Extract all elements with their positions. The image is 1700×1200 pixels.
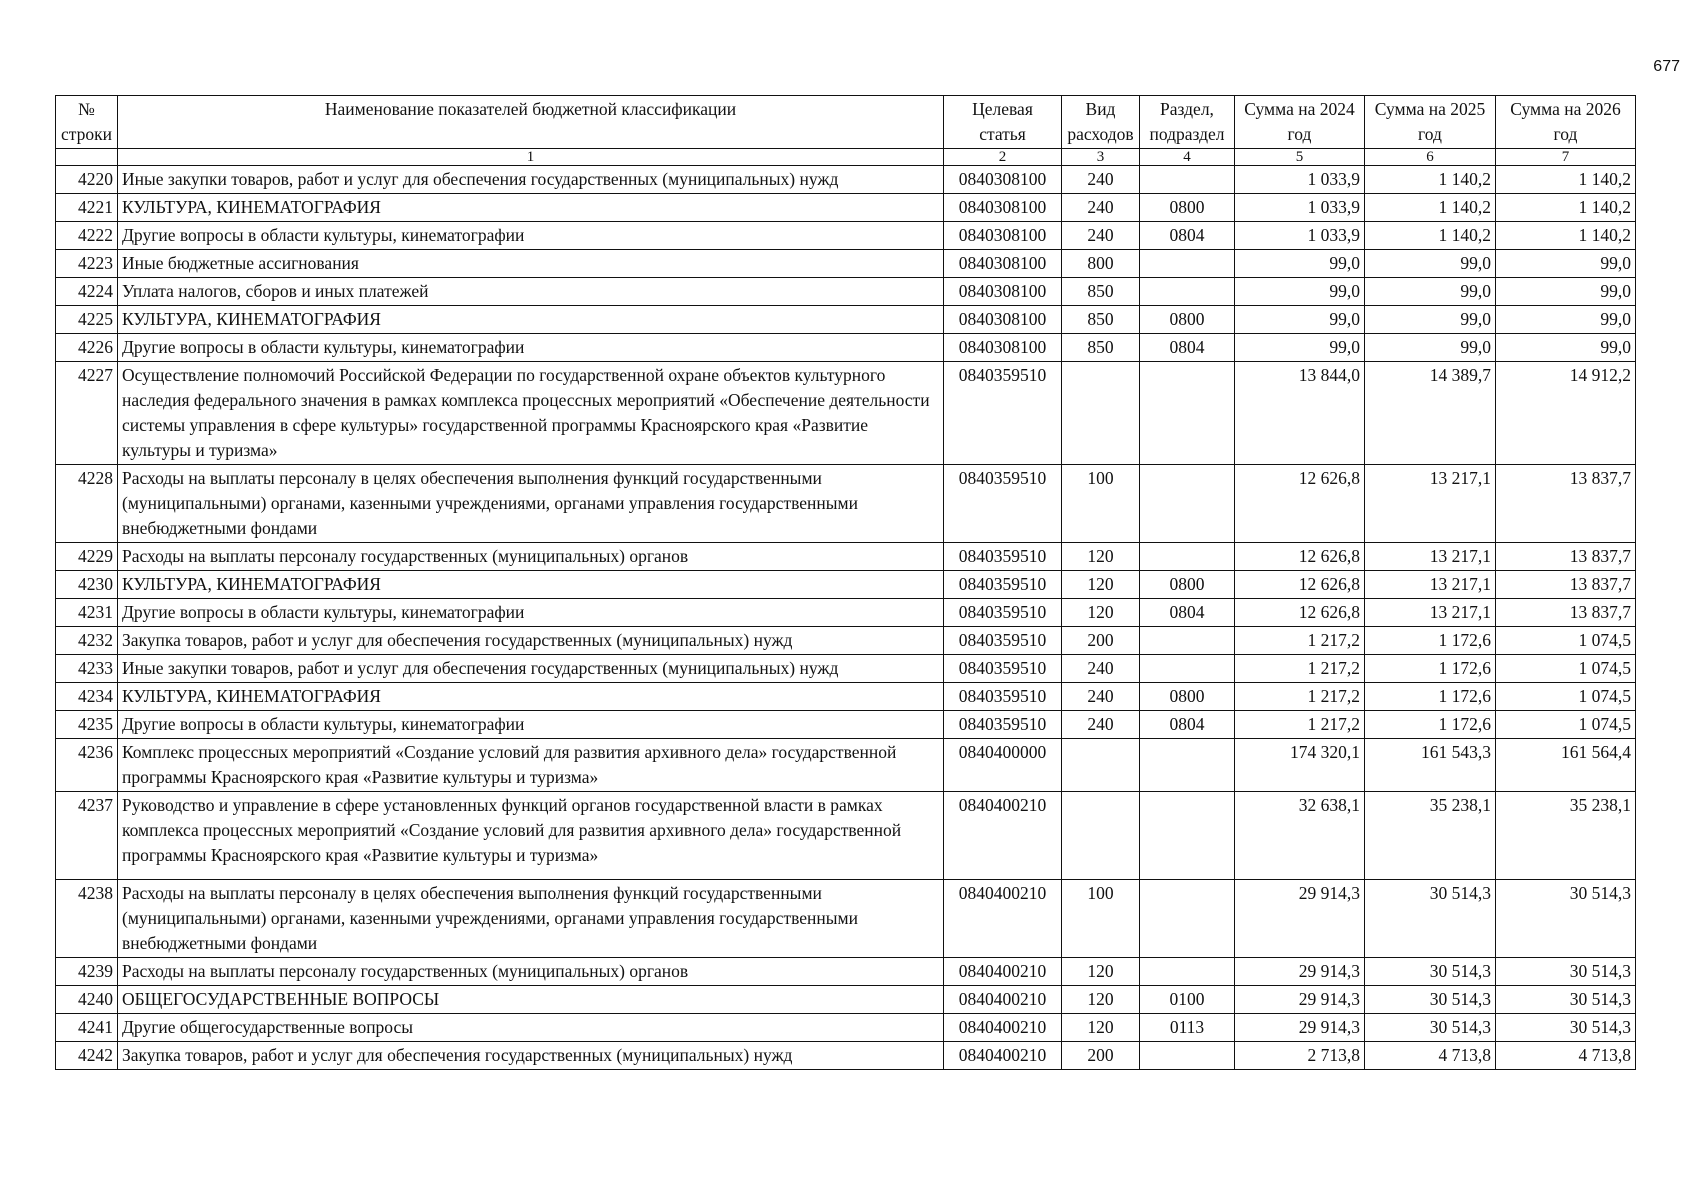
row-number-cell: 4239: [56, 958, 118, 986]
table-row: [56, 1042, 1636, 1070]
target-article-cell: 0840359510: [944, 683, 1062, 711]
sum-2026-cell: 13 837,7: [1496, 543, 1636, 571]
header-expense-type: Вид расходов: [1062, 96, 1140, 149]
indicator-name-cell: Руководство и управление в сфере установленных функций органов государственной власти в рамках комплекса процессных мероприятий «Создание условий для развития архивного дела» государственной программы Красноярского края «Развитие культуры и туризма»: [118, 792, 944, 880]
section-cell: 0804: [1140, 599, 1235, 627]
expense-type-cell: 120: [1062, 1014, 1140, 1042]
sum-2024-cell: 29 914,3: [1235, 986, 1365, 1014]
indicator-name-cell: Другие вопросы в области культуры, кинематографии: [118, 599, 944, 627]
budget-table: [55, 95, 1636, 1070]
sum-2025-cell: 13 217,1: [1365, 465, 1496, 543]
sum-2024-cell: 174 320,1: [1235, 739, 1365, 792]
sum-2026-cell: 1 074,5: [1496, 711, 1636, 739]
expense-type-cell: 850: [1062, 334, 1140, 362]
sum-2024-cell: 99,0: [1235, 306, 1365, 334]
section-cell: 0800: [1140, 194, 1235, 222]
sum-2026-cell: 1 140,2: [1496, 166, 1636, 194]
sum-2025-cell: 161 543,3: [1365, 739, 1496, 792]
indicator-name-cell: КУЛЬТУРА, КИНЕМАТОГРАФИЯ: [118, 683, 944, 711]
row-number-cell: 4242: [56, 1042, 118, 1070]
indicator-name-cell: Другие вопросы в области культуры, кинематографии: [118, 711, 944, 739]
row-number-cell: 4234: [56, 683, 118, 711]
target-article-cell: 0840359510: [944, 465, 1062, 543]
sum-2026-cell: 13 837,7: [1496, 465, 1636, 543]
sum-2024-cell: 12 626,8: [1235, 571, 1365, 599]
section-cell: 0113: [1140, 1014, 1235, 1042]
indicator-name-cell: Иные бюджетные ассигнования: [118, 250, 944, 278]
target-article-cell: 0840308100: [944, 306, 1062, 334]
header-sum-2024: Сумма на 2024 год: [1235, 96, 1365, 149]
section-cell: [1140, 655, 1235, 683]
indicator-name-cell: Другие вопросы в области культуры, кинематографии: [118, 334, 944, 362]
expense-type-cell: 200: [1062, 1042, 1140, 1070]
row-number-cell: 4241: [56, 1014, 118, 1042]
sum-2024-cell: 99,0: [1235, 250, 1365, 278]
target-article-cell: 0840359510: [944, 711, 1062, 739]
section-cell: 0804: [1140, 222, 1235, 250]
row-number-cell: 4233: [56, 655, 118, 683]
target-article-cell: 0840400210: [944, 1042, 1062, 1070]
target-article-cell: 0840308100: [944, 334, 1062, 362]
header-sum-2025: Сумма на 2025 год: [1365, 96, 1496, 149]
indicator-name-cell: Закупка товаров, работ и услуг для обеспечения государственных (муниципальных) нужд: [118, 1042, 944, 1070]
sum-2026-cell: 1 074,5: [1496, 683, 1636, 711]
section-cell: [1140, 1042, 1235, 1070]
section-cell: [1140, 880, 1235, 958]
indicator-name-cell: КУЛЬТУРА, КИНЕМАТОГРАФИЯ: [118, 194, 944, 222]
sum-2025-cell: 99,0: [1365, 250, 1496, 278]
row-number-cell: 4240: [56, 986, 118, 1014]
sum-2025-cell: 14 389,7: [1365, 362, 1496, 465]
target-article-cell: 0840308100: [944, 278, 1062, 306]
expense-type-cell: 120: [1062, 543, 1140, 571]
sum-2024-cell: 1 033,9: [1235, 194, 1365, 222]
row-number-cell: 4223: [56, 250, 118, 278]
target-article-cell: 0840359510: [944, 543, 1062, 571]
table-row: [56, 306, 1636, 334]
target-article-cell: 0840359510: [944, 362, 1062, 465]
sum-2026-cell: 30 514,3: [1496, 986, 1636, 1014]
sum-2025-cell: 1 172,6: [1365, 655, 1496, 683]
row-number-cell: 4221: [56, 194, 118, 222]
expense-type-cell: 120: [1062, 599, 1140, 627]
table-row: [56, 655, 1636, 683]
table-row: [56, 543, 1636, 571]
table-row: [56, 711, 1636, 739]
section-cell: [1140, 250, 1235, 278]
expense-type-cell: 240: [1062, 222, 1140, 250]
expense-type-cell: [1062, 792, 1140, 880]
page-number: 677: [1653, 58, 1680, 75]
sum-2024-cell: 32 638,1: [1235, 792, 1365, 880]
sum-2026-cell: 1 074,5: [1496, 655, 1636, 683]
expense-type-cell: 240: [1062, 194, 1140, 222]
column-number: 7: [1496, 149, 1636, 166]
sum-2024-cell: 1 217,2: [1235, 655, 1365, 683]
sum-2026-cell: 99,0: [1496, 250, 1636, 278]
column-number: 3: [1062, 149, 1140, 166]
sum-2024-cell: 1 033,9: [1235, 222, 1365, 250]
table-row: [56, 222, 1636, 250]
sum-2026-cell: 161 564,4: [1496, 739, 1636, 792]
expense-type-cell: 800: [1062, 250, 1140, 278]
indicator-name-cell: ОБЩЕГОСУДАРСТВЕННЫЕ ВОПРОСЫ: [118, 986, 944, 1014]
expense-type-cell: [1062, 362, 1140, 465]
sum-2026-cell: 1 074,5: [1496, 627, 1636, 655]
table-row: [56, 683, 1636, 711]
sum-2026-cell: 4 713,8: [1496, 1042, 1636, 1070]
target-article-cell: 0840359510: [944, 655, 1062, 683]
indicator-name-cell: Осуществление полномочий Российской Федерации по государственной охране объектов культурного наследия федерального значения в рамках комплекса процессных мероприятий «Обеспечение деятельности системы управления в сфере культуры» государственной программы Красноярского края «Развитие культуры и туризма»: [118, 362, 944, 465]
sum-2024-cell: 1 217,2: [1235, 627, 1365, 655]
column-number: 6: [1365, 149, 1496, 166]
section-cell: 0800: [1140, 306, 1235, 334]
row-number-cell: 4226: [56, 334, 118, 362]
sum-2025-cell: 1 172,6: [1365, 711, 1496, 739]
table-row: [56, 465, 1636, 543]
row-number-cell: 4227: [56, 362, 118, 465]
column-number: [56, 149, 118, 166]
table-row: [56, 362, 1636, 465]
sum-2024-cell: 12 626,8: [1235, 465, 1365, 543]
expense-type-cell: 240: [1062, 166, 1140, 194]
indicator-name-cell: Иные закупки товаров, работ и услуг для обеспечения государственных (муниципальных) нужд: [118, 655, 944, 683]
expense-type-cell: [1062, 739, 1140, 792]
sum-2025-cell: 13 217,1: [1365, 571, 1496, 599]
table-row: [56, 166, 1636, 194]
expense-type-cell: 240: [1062, 655, 1140, 683]
table-row: [56, 194, 1636, 222]
sum-2025-cell: 13 217,1: [1365, 543, 1496, 571]
target-article-cell: 0840308100: [944, 222, 1062, 250]
sum-2024-cell: 29 914,3: [1235, 880, 1365, 958]
row-number-cell: 4229: [56, 543, 118, 571]
sum-2024-cell: 13 844,0: [1235, 362, 1365, 465]
section-cell: [1140, 362, 1235, 465]
expense-type-cell: 120: [1062, 986, 1140, 1014]
sum-2024-cell: 29 914,3: [1235, 1014, 1365, 1042]
section-cell: [1140, 543, 1235, 571]
sum-2025-cell: 1 172,6: [1365, 683, 1496, 711]
header-row-no: № строки: [56, 96, 118, 149]
column-number: 1: [118, 149, 944, 166]
sum-2025-cell: 99,0: [1365, 278, 1496, 306]
sum-2024-cell: 1 217,2: [1235, 683, 1365, 711]
row-number-cell: 4230: [56, 571, 118, 599]
header-target: Целевая статья: [944, 96, 1062, 149]
sum-2024-cell: 29 914,3: [1235, 958, 1365, 986]
indicator-name-cell: Расходы на выплаты персоналу в целях обеспечения выполнения функций государственными (муниципальными) органами, казенными учреждениями, органами управления государственными внебюджетными фондами: [118, 880, 944, 958]
target-article-cell: 0840359510: [944, 571, 1062, 599]
indicator-name-cell: Расходы на выплаты персоналу государственных (муниципальных) органов: [118, 958, 944, 986]
sum-2026-cell: 99,0: [1496, 334, 1636, 362]
row-number-cell: 4228: [56, 465, 118, 543]
table-row: [56, 627, 1636, 655]
sum-2025-cell: 30 514,3: [1365, 958, 1496, 986]
section-cell: [1140, 958, 1235, 986]
sum-2025-cell: 35 238,1: [1365, 792, 1496, 880]
table-row: [56, 1014, 1636, 1042]
sum-2025-cell: 30 514,3: [1365, 986, 1496, 1014]
expense-type-cell: 120: [1062, 958, 1140, 986]
column-numbers-row: [56, 149, 1636, 166]
sum-2025-cell: 1 140,2: [1365, 222, 1496, 250]
expense-type-cell: 200: [1062, 627, 1140, 655]
sum-2024-cell: 2 713,8: [1235, 1042, 1365, 1070]
sum-2025-cell: 1 172,6: [1365, 627, 1496, 655]
section-cell: [1140, 792, 1235, 880]
sum-2026-cell: 30 514,3: [1496, 880, 1636, 958]
sum-2024-cell: 1 217,2: [1235, 711, 1365, 739]
sum-2026-cell: 1 140,2: [1496, 222, 1636, 250]
row-number-cell: 4237: [56, 792, 118, 880]
target-article-cell: 0840359510: [944, 599, 1062, 627]
sum-2026-cell: 35 238,1: [1496, 792, 1636, 880]
indicator-name-cell: Уплата налогов, сборов и иных платежей: [118, 278, 944, 306]
table-row: [56, 334, 1636, 362]
header-name: Наименование показателей бюджетной классификации: [118, 96, 944, 149]
row-number-cell: 4222: [56, 222, 118, 250]
column-number: 5: [1235, 149, 1365, 166]
row-number-cell: 4238: [56, 880, 118, 958]
column-number: 4: [1140, 149, 1235, 166]
table-row: [56, 278, 1636, 306]
header-sum-2026: Сумма на 2026 год: [1496, 96, 1636, 149]
section-cell: 0100: [1140, 986, 1235, 1014]
target-article-cell: 0840400210: [944, 1014, 1062, 1042]
indicator-name-cell: КУЛЬТУРА, КИНЕМАТОГРАФИЯ: [118, 306, 944, 334]
sum-2026-cell: 14 912,2: [1496, 362, 1636, 465]
sum-2025-cell: 99,0: [1365, 334, 1496, 362]
row-number-cell: 4235: [56, 711, 118, 739]
sum-2024-cell: 99,0: [1235, 334, 1365, 362]
expense-type-cell: 100: [1062, 465, 1140, 543]
row-number-cell: 4236: [56, 739, 118, 792]
sum-2025-cell: 30 514,3: [1365, 880, 1496, 958]
expense-type-cell: 100: [1062, 880, 1140, 958]
sum-2026-cell: 30 514,3: [1496, 958, 1636, 986]
sum-2024-cell: 99,0: [1235, 278, 1365, 306]
sum-2025-cell: 13 217,1: [1365, 599, 1496, 627]
expense-type-cell: 240: [1062, 711, 1140, 739]
target-article-cell: 0840400210: [944, 880, 1062, 958]
header-row: [56, 96, 1636, 149]
section-cell: [1140, 278, 1235, 306]
section-cell: 0800: [1140, 571, 1235, 599]
sum-2026-cell: 30 514,3: [1496, 1014, 1636, 1042]
row-number-cell: 4231: [56, 599, 118, 627]
indicator-name-cell: КУЛЬТУРА, КИНЕМАТОГРАФИЯ: [118, 571, 944, 599]
section-cell: [1140, 739, 1235, 792]
table-row: [56, 250, 1636, 278]
target-article-cell: 0840400210: [944, 986, 1062, 1014]
table-row: [56, 739, 1636, 792]
indicator-name-cell: Комплекс процессных мероприятий «Создание условий для развития архивного дела» государственной программы Красноярского края «Развитие культуры и туризма»: [118, 739, 944, 792]
table-row: [56, 599, 1636, 627]
sum-2025-cell: 1 140,2: [1365, 166, 1496, 194]
section-cell: 0804: [1140, 334, 1235, 362]
section-cell: [1140, 465, 1235, 543]
indicator-name-cell: Другие общегосударственные вопросы: [118, 1014, 944, 1042]
table-row: [56, 958, 1636, 986]
row-number-cell: 4225: [56, 306, 118, 334]
target-article-cell: 0840359510: [944, 627, 1062, 655]
sum-2025-cell: 30 514,3: [1365, 1014, 1496, 1042]
section-cell: [1140, 166, 1235, 194]
sum-2026-cell: 13 837,7: [1496, 599, 1636, 627]
indicator-name-cell: Расходы на выплаты персоналу государственных (муниципальных) органов: [118, 543, 944, 571]
section-cell: [1140, 627, 1235, 655]
sum-2024-cell: 1 033,9: [1235, 166, 1365, 194]
table-row: [56, 880, 1636, 958]
table-body: [56, 166, 1636, 1070]
sum-2025-cell: 4 713,8: [1365, 1042, 1496, 1070]
sum-2025-cell: 1 140,2: [1365, 194, 1496, 222]
indicator-name-cell: Расходы на выплаты персоналу в целях обеспечения выполнения функций государственными (муниципальными) органами, казенными учреждениями, органами управления государственными внебюджетными фондами: [118, 465, 944, 543]
indicator-name-cell: Закупка товаров, работ и услуг для обеспечения государственных (муниципальных) нужд: [118, 627, 944, 655]
expense-type-cell: 850: [1062, 278, 1140, 306]
sum-2026-cell: 99,0: [1496, 278, 1636, 306]
expense-type-cell: 240: [1062, 683, 1140, 711]
sum-2026-cell: 1 140,2: [1496, 194, 1636, 222]
expense-type-cell: 850: [1062, 306, 1140, 334]
target-article-cell: 0840308100: [944, 166, 1062, 194]
row-number-cell: 4224: [56, 278, 118, 306]
target-article-cell: 0840400000: [944, 739, 1062, 792]
sum-2024-cell: 12 626,8: [1235, 543, 1365, 571]
column-number: 2: [944, 149, 1062, 166]
row-number-cell: 4220: [56, 166, 118, 194]
target-article-cell: 0840400210: [944, 958, 1062, 986]
target-article-cell: 0840308100: [944, 194, 1062, 222]
section-cell: 0800: [1140, 683, 1235, 711]
expense-type-cell: 120: [1062, 571, 1140, 599]
indicator-name-cell: Другие вопросы в области культуры, кинематографии: [118, 222, 944, 250]
section-cell: 0804: [1140, 711, 1235, 739]
row-number-cell: 4232: [56, 627, 118, 655]
header-section: Раздел, подраздел: [1140, 96, 1235, 149]
table-row: [56, 571, 1636, 599]
target-article-cell: 0840308100: [944, 250, 1062, 278]
target-article-cell: 0840400210: [944, 792, 1062, 880]
sum-2024-cell: 12 626,8: [1235, 599, 1365, 627]
sum-2026-cell: 99,0: [1496, 306, 1636, 334]
sum-2026-cell: 13 837,7: [1496, 571, 1636, 599]
table-row: [56, 986, 1636, 1014]
sum-2025-cell: 99,0: [1365, 306, 1496, 334]
table-row: [56, 792, 1636, 880]
indicator-name-cell: Иные закупки товаров, работ и услуг для обеспечения государственных (муниципальных) нужд: [118, 166, 944, 194]
